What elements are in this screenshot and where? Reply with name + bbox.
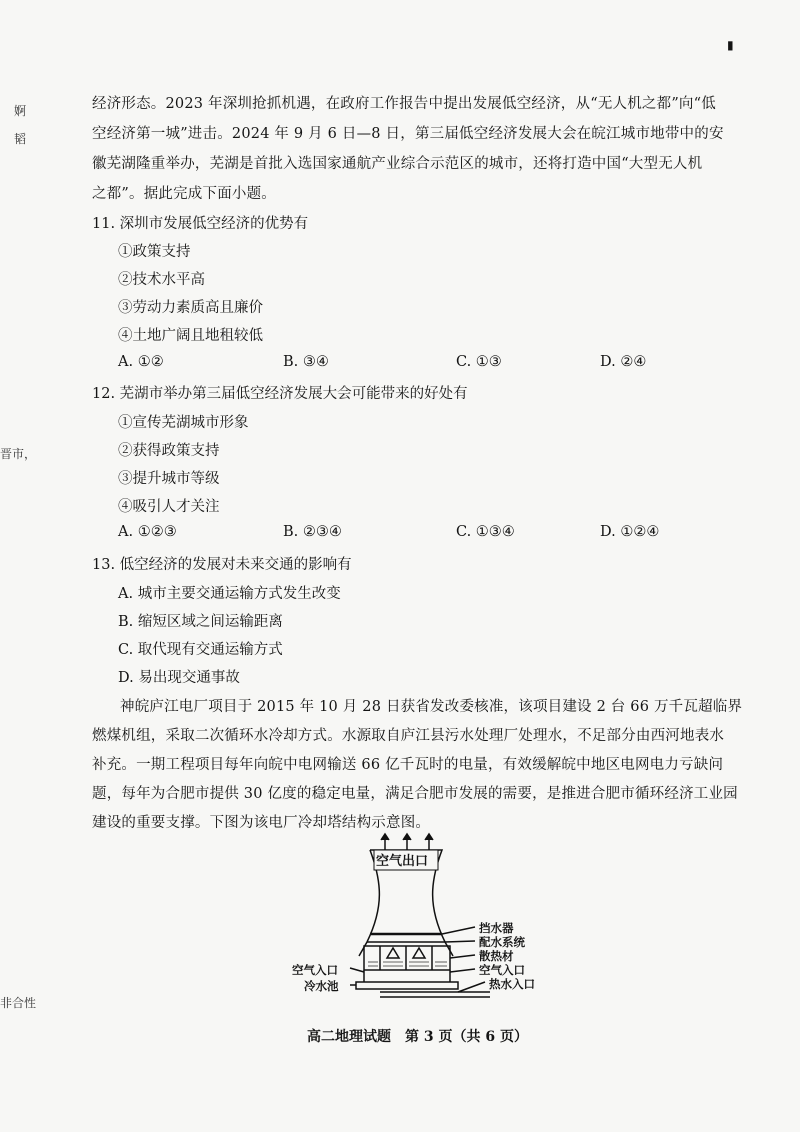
margin-text-bottom: 非合性 <box>0 996 37 1010</box>
intro-line: 徽芜湖隆重举办，芜湖是首批入选国家通航产业综合示范区的城市，还将打造中国“大型无人机 <box>92 156 703 172</box>
question-11-choice-a[interactable]: A. ①② <box>118 354 164 370</box>
question-13-choice-c[interactable]: C. 取代现有交通运输方式 <box>118 642 283 658</box>
page-corner-mark: ▮ <box>727 38 734 52</box>
question-13-choice-d[interactable]: D. 易出现交通事故 <box>118 670 240 686</box>
question-12-choice-d[interactable]: D. ①②④ <box>600 524 660 540</box>
question-11-item: ①政策支持 <box>118 244 191 260</box>
question-11-item: ④土地广阔且地租较低 <box>118 328 263 344</box>
question-12-item: ①宣传芜湖城市形象 <box>118 415 249 431</box>
question-12-stem: 12. 芜湖市举办第三届低空经济发展大会可能带来的好处有 <box>92 386 468 402</box>
question-11-choice-b[interactable]: B. ③④ <box>283 354 329 370</box>
cooling-tower-diagram <box>270 832 570 1002</box>
passage-line: 补充。一期工程项目每年向皖中电网输送 66 亿千瓦时的电量，有效缓解皖中地区电网电力亏缺问 <box>92 757 724 773</box>
passage-line: 建设的重要支撑。下图为该电厂冷却塔结构示意图。 <box>92 815 431 831</box>
question-12-item: ④吸引人才关注 <box>118 499 220 515</box>
margin-char-top: 婀 <box>14 104 27 118</box>
passage-line: 神皖庐江电厂项目于 2015 年 10 月 28 日获省发改委核准，该项目建设 2 台 66 万千瓦超临界 <box>120 699 743 715</box>
question-12-choice-a[interactable]: A. ①②③ <box>118 524 177 540</box>
question-12-item: ②获得政策支持 <box>118 443 220 459</box>
margin-text-mid: 晋市， <box>0 447 37 461</box>
question-11-stem: 11. 深圳市发展低空经济的优势有 <box>92 216 309 232</box>
fill-label: 散热材 <box>479 949 514 963</box>
eliminator-label: 挡水器 <box>479 921 514 935</box>
question-12-choice-b[interactable]: B. ②③④ <box>283 524 342 540</box>
cold-water-basin-label: 冷水池 <box>304 979 339 993</box>
intro-line: 空经济第一城”进击。2024 年 9 月 6 日—8 日，第三届低空经济发展大会在皖江城市地带中的安 <box>92 126 724 142</box>
question-13-choice-a[interactable]: A. 城市主要交通运输方式发生改变 <box>118 586 341 602</box>
passage-line: 燃煤机组，采取二次循环水冷却方式。水源取自庐江县污水处理厂处理水，不足部分由西河地表水 <box>92 728 725 744</box>
question-13-stem: 13. 低空经济的发展对未来交通的影响有 <box>92 557 352 573</box>
air-inlet-right-label: 空气入口 <box>479 963 525 977</box>
air-outlet-label: 空气出口 <box>376 854 429 869</box>
question-12-item: ③提升城市等级 <box>118 471 220 487</box>
question-11-item: ②技术水平高 <box>118 272 205 288</box>
question-11-item: ③劳动力素质高且廉价 <box>118 300 263 316</box>
question-12-choice-c[interactable]: C. ①③④ <box>456 524 515 540</box>
question-11-choice-d[interactable]: D. ②④ <box>600 354 647 370</box>
intro-line: 经济形态。2023 年深圳抢抓机遇，在政府工作报告中提出发展低空经济，从“无人机之都”向“低 <box>92 96 716 112</box>
question-13-choice-b[interactable]: B. 缩短区域之间运输距离 <box>118 614 283 630</box>
intro-line: 之都”。据此完成下面小题。 <box>92 186 277 202</box>
question-11-choice-c[interactable]: C. ①③ <box>456 354 502 370</box>
air-inlet-left-label: 空气入口 <box>292 963 338 977</box>
page-footer: 高二地理试题 第 3 页（共 6 页） <box>307 1029 528 1045</box>
hot-water-inlet-label: 热水入口 <box>489 977 535 991</box>
margin-char-second: 韬 <box>14 132 27 146</box>
passage-line: 题，每年为合肥市提供 30 亿度的稳定电量，满足合肥市发展的需要，是推进合肥市循环经济工业园 <box>92 786 738 802</box>
distribution-label: 配水系统 <box>479 935 525 949</box>
